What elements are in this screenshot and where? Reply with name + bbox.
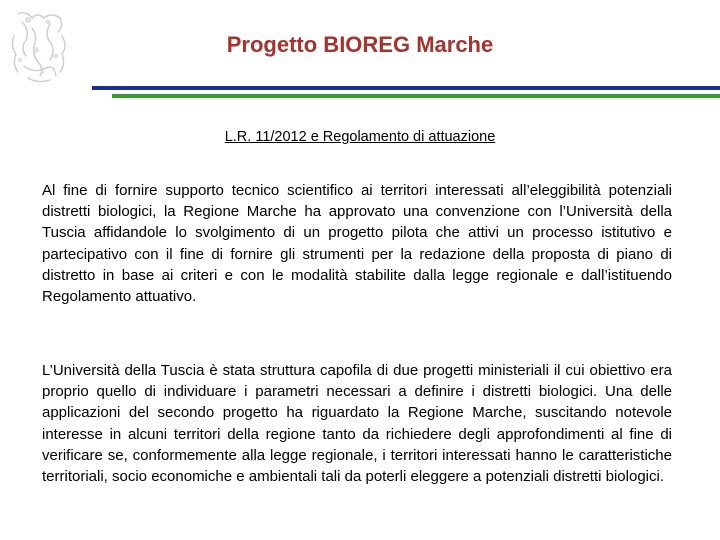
emblem-graphic — [4, 6, 76, 86]
paragraph-convenzione — [42, 180, 672, 307]
paragraph-emphasis: distretti biologici — [42, 203, 153, 221]
paragraph-text: Al fine di fornire supporto tecnico scientifico ai territori interessati all’eleggibilità potenziali — [42, 182, 672, 199]
header-rule-blue — [92, 86, 720, 90]
slide-title: Progetto BIOREG Marche — [226, 32, 494, 57]
paragraph-universita: L’Università della Tuscia è stata struttura capofila di due progetti ministeriali il cui obiettivo era proprio quello di individuare i parametri necessari a definire i distretti biologici. Una delle applicazioni del secondo progetto ha riguardato la Regione Marche, suscitando notevole interesse in alcuni territori della regione tanto da richiedere degli approfondimenti al fine di verificare se, conformemente alla legge regionale, i territori interessati hanno le caratteristiche territoriali, socio economiche e ambientali tali da poterli eleggere a potenziali distretti biologici. — [42, 362, 672, 486]
paragraph-text: , la Regione Marche ha approvato una convenzione con l’Università della Tuscia affidandole lo svolgimento di un progetto pilota che attivi un processo istitutivo e partecipativo con il fine di fornire gli strumenti per la redazione della proposta di piano di distretto in base ai criteri e con le modalità stabilite dalla legge regionale e dall’istituendo Regolamento attuativo. — [42, 203, 672, 306]
header-rule-green — [112, 94, 720, 98]
slide-subtitle: L.R. 11/2012 e Regolamento di attuazione — [224, 129, 496, 145]
regione-marche-emblem-icon — [4, 6, 76, 86]
